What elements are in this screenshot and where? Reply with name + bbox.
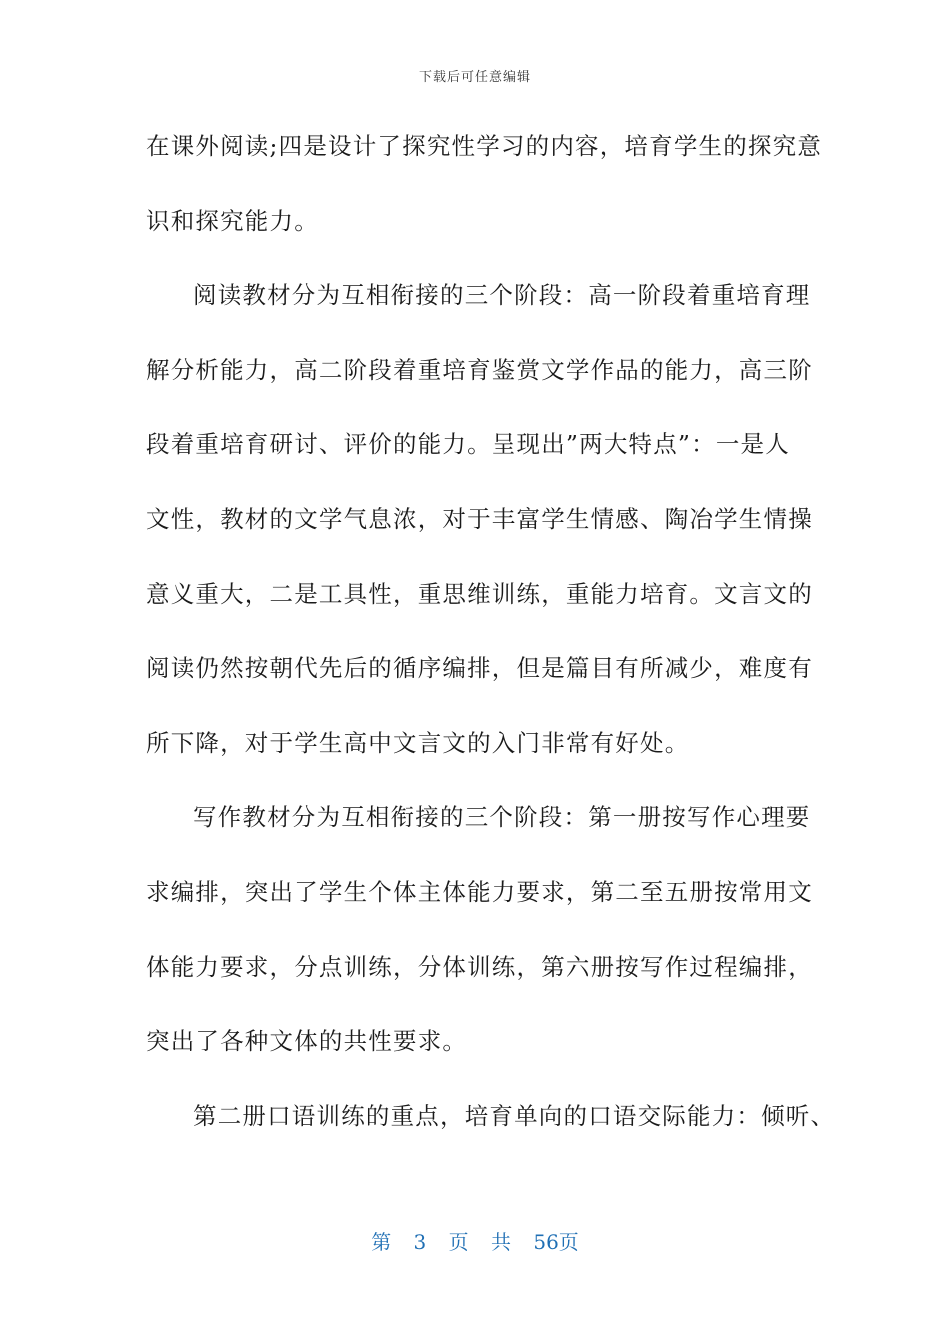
paragraph-start: 写作教材分为互相衔接的三个阶段：第一册按写作心理要 xyxy=(193,803,811,832)
page-footer xyxy=(0,1226,950,1255)
text-line: 突出了各种文体的共性要求。 xyxy=(146,1027,468,1056)
paragraph-start: 阅读教材分为互相衔接的三个阶段：高一阶段着重培育理 xyxy=(193,281,811,310)
text-line: 阅读仍然按朝代先后的循序编排，但是篇目有所减少，难度有 xyxy=(146,654,813,683)
footer-middle: 页 xyxy=(448,1230,469,1254)
page-total: 56页 xyxy=(533,1230,579,1254)
text-line: 解分析能力，高二阶段着重培育鉴赏文学作品的能力，高三阶 xyxy=(146,355,813,384)
text-line: 体能力要求，分点训练，分体训练，第六册按写作过程编排， xyxy=(146,952,813,981)
page-header: 下载后可任意编辑 xyxy=(418,70,531,85)
text-line: 求编排，突出了学生个体主体能力要求，第二至五册按常用文 xyxy=(146,877,813,906)
text-line: 所下降，对于学生高中文言文的入门非常有好处。 xyxy=(146,728,690,757)
body-text xyxy=(146,124,836,1168)
text-line: 意义重大，二是工具性，重思维训练，重能力培育。文言文的 xyxy=(146,579,813,608)
text-line: 在课外阅读;四是设计了探究性学习的内容，培育学生的探究意 xyxy=(146,132,823,160)
footer-prefix: 第 xyxy=(371,1230,392,1254)
text-line: 段着重培育研讨、评价的能力。呈现出”两大特点”：一是人 xyxy=(146,430,790,459)
footer-total-prefix: 共 xyxy=(491,1230,511,1254)
text-line: 文性，教材的文学气息浓，对于丰富学生情感、陶冶学生情操 xyxy=(146,504,813,533)
paragraph-start: 第二册口语训练的重点，培育单向的口语交际能力：倾听、 xyxy=(193,1101,836,1130)
page-number: 3 xyxy=(413,1230,427,1254)
text-line: 识和探究能力。 xyxy=(146,206,319,235)
